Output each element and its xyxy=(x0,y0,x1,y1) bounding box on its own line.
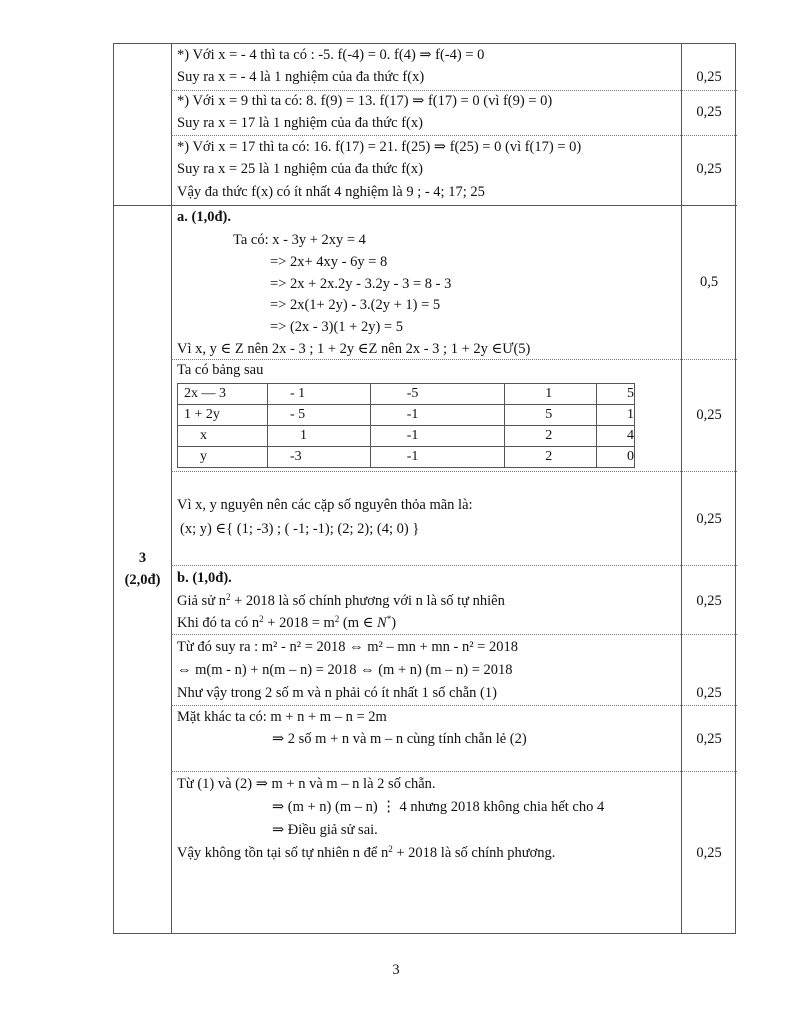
part-b-line: ⇒ 2 số m + n và m – n cùng tính chẵn lẻ (2) xyxy=(272,731,527,747)
row-divider xyxy=(171,634,737,635)
question-number: 3 xyxy=(138,550,147,566)
table-intro: Ta có bảng sau xyxy=(177,362,264,378)
table-cell: -1 xyxy=(370,447,505,468)
table-cell: 0 xyxy=(597,447,635,468)
row-divider xyxy=(114,205,737,206)
part-a-heading: a. (1,0đ). xyxy=(177,209,231,225)
part-b-line: ⇒ Điều giả sử sai. xyxy=(272,822,378,838)
part-b-score: 0,25 xyxy=(696,731,722,747)
table-row xyxy=(178,384,635,405)
table-cell: x xyxy=(178,426,268,447)
row-divider xyxy=(171,705,737,706)
part-a-score: 0,5 xyxy=(699,274,719,290)
row3-score: 0,25 xyxy=(696,161,722,177)
page-number: 3 xyxy=(392,962,400,978)
part-a-line: => 2x+ 4xy - 6y = 8 xyxy=(270,254,388,270)
table-cell: - 5 xyxy=(267,405,370,426)
row-divider xyxy=(171,565,737,566)
part-b-line: Vậy không tồn tại số tự nhiên n để $n^2 + 2018$ là số chính phương. xyxy=(177,844,556,861)
part-b-line: Mặt khác ta có: m + n + m – n = 2m xyxy=(177,709,387,725)
table-cell: 1 xyxy=(267,426,370,447)
part-a-line: Ta có: x - 3y + 2xy = 4 xyxy=(233,232,366,248)
table-cell: y xyxy=(178,447,268,468)
table-row xyxy=(178,447,635,468)
table-cell: 1 + 2y xyxy=(178,405,268,426)
row1-line2: Suy ra x = - 4 là 1 nghiệm của đa thức f(x) xyxy=(177,69,425,85)
conclusion-score: 0,25 xyxy=(696,511,722,527)
row3-line3: Vậy đa thức f(x) có ít nhất 4 nghiệm là 9 ; - 4; 17; 25 xyxy=(177,184,485,200)
answer-table xyxy=(113,43,736,934)
table-cell: 1 xyxy=(597,405,635,426)
table-cell: 4 xyxy=(597,426,635,447)
table-cell: -1 xyxy=(370,426,505,447)
part-b-score: 0,25 xyxy=(696,845,722,861)
row2-line2: Suy ra x = 17 là 1 nghiệm của đa thức f(x) xyxy=(177,115,423,131)
part-a-line: => (2x - 3)(1 + 2y) = 5 xyxy=(270,319,403,335)
table-cell: 2 xyxy=(505,426,597,447)
column-divider xyxy=(171,44,172,933)
row2-line1: *) Với x = 9 thì ta có: 8. f(9) = 13. f(17) ⇒ f(17) = 0 (vì f(9) = 0) xyxy=(177,93,553,109)
part-b-heading: b. (1,0đ). xyxy=(177,570,232,586)
row1-score: 0,25 xyxy=(696,69,722,85)
row2-score: 0,25 xyxy=(696,104,722,120)
table-row xyxy=(178,405,635,426)
table-cell: 5 xyxy=(505,405,597,426)
solution-table xyxy=(177,383,635,468)
row-divider xyxy=(171,90,737,91)
row-divider xyxy=(171,471,737,472)
row-divider xyxy=(171,771,737,772)
row3-line2: Suy ra x = 25 là 1 nghiệm của đa thức f(x) xyxy=(177,161,423,177)
row3-line1: *) Với x = 17 thì ta có: 16. f(17) = 21. f(25) ⇒ f(25) = 0 (vì f(17) = 0) xyxy=(177,139,582,155)
part-b-line: Từ (1) và (2) ⇒ m + n và m – n là 2 số chẵn. xyxy=(177,776,436,792)
row-divider xyxy=(171,359,737,360)
table-cell: 2 xyxy=(505,447,597,468)
table-cell: -1 xyxy=(370,405,505,426)
table-cell: -5 xyxy=(370,384,505,405)
table-cell: -3 xyxy=(267,447,370,468)
conclusion-line: (x; y) ∈{ (1; -3) ; ( -1; -1); (2; 2); (4; 0) } xyxy=(180,521,420,537)
table-cell: 1 xyxy=(505,384,597,405)
table-cell: - 1 xyxy=(267,384,370,405)
row-divider xyxy=(171,135,737,136)
part-b-line: ⇒ (m + n) (m – n) ⋮ 4 nhưng 2018 không chia hết cho 4 xyxy=(272,799,605,815)
part-b-line: Giả sử $n^2 + 2018$ là số chính phương với n là số tự nhiên xyxy=(177,592,505,609)
table-row xyxy=(178,426,635,447)
part-b-line: Khi đó ta có $n^2 + 2018 = m^2$ (m ∈ N*) xyxy=(177,614,397,631)
table-cell: 5 xyxy=(597,384,635,405)
part-a-line: Vì x, y ∈ Z nên 2x - 3 ; 1 + 2y ∈Z nên 2x - 3 ; 1 + 2y ∈Ư(5) xyxy=(177,341,531,357)
conclusion-line: Vì x, y nguyên nên các cặp số nguyên thỏa mãn là: xyxy=(177,497,473,513)
row1-line1: *) Với x = - 4 thì ta có : -5. f(-4) = 0. f(4) ⇒ f(-4) = 0 xyxy=(177,47,485,63)
part-a-line: => 2x + 2x.2y - 3.2y - 3 = 8 - 3 xyxy=(270,276,452,292)
question-points: (2,0đ) xyxy=(124,572,161,588)
table-score: 0,25 xyxy=(696,407,722,423)
part-b-line: Từ đó suy ra : m² - n² = 2018 ⇔ m² – mn + mn - n² = 2018 xyxy=(177,639,518,655)
part-b-score: 0,25 xyxy=(696,593,722,609)
part-b-line: Như vậy trong 2 số m và n phải có ít nhất 1 số chẵn (1) xyxy=(177,685,497,701)
part-b-line: ⇔ m(m - n) + n(m – n) = 2018 ⇔ (m + n) (m – n) = 2018 xyxy=(177,662,513,678)
part-b-score: 0,25 xyxy=(696,685,722,701)
part-a-line: => 2x(1+ 2y) - 3.(2y + 1) = 5 xyxy=(270,297,441,313)
table-cell: 2x — 3 xyxy=(178,384,268,405)
